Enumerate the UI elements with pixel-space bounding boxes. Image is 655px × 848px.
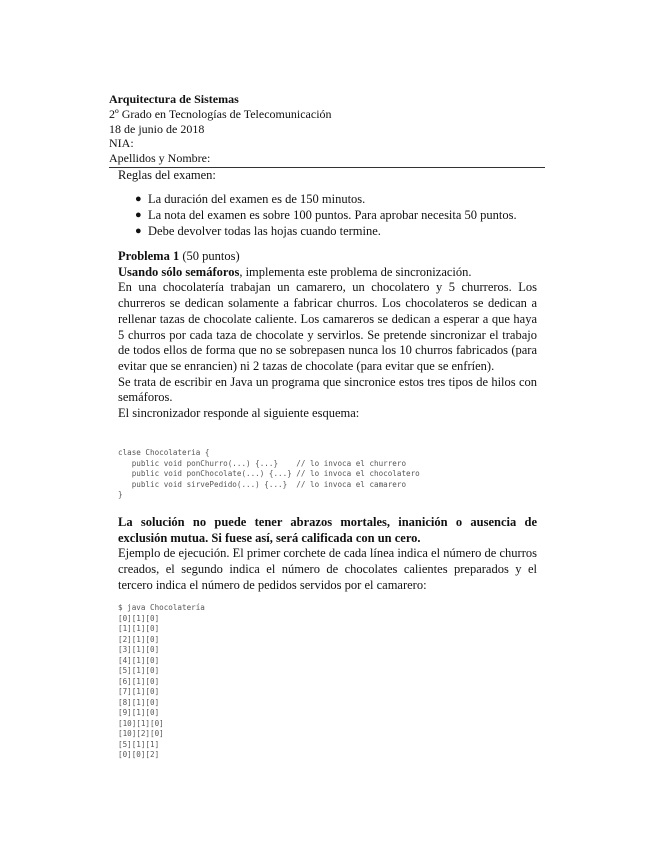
exam-header <box>109 92 545 168</box>
nia-label: NIA: <box>109 136 134 151</box>
problem-label: Problema 1 <box>118 249 180 263</box>
bullet-icon: ● <box>135 225 142 237</box>
rules-title: Reglas del examen: <box>118 168 216 182</box>
degree-line: 2º Grado en Tecnologías de Telecomunicación <box>109 106 332 121</box>
warning-text: La solución no puede tener abrazos mortales, inanición o ausencia de exclusión mutua. Si fuese así, será calificada con un cero. <box>118 515 537 545</box>
list-item: ● Debe devolver todas las hojas cuando termine. <box>135 224 381 238</box>
rules-list <box>118 191 548 239</box>
example-description: Ejemplo de ejecución. El primer corchete de cada línea indica el número de churros creados, el segundo indica el número de chocolates calientes preparados y el tercero indica el número de pedidos servidos por el camarero: <box>118 546 537 592</box>
problem-body-2 <box>118 515 537 594</box>
problem-statement: En una chocolatería trabajan un camarero, un chocolatero y 5 churreros. Los churreros se dedican solamente a fabricar churros. Los chocolateros se dedican a rellenar tazas de chocolate caliente. Los camareros se dedican a esperar a que haya 5 churros por cada taza de chocolate y servirlos. Se pretende sincronizar el trabajo de todos ellos de forma que no se sobrepasen nunca los 10 churros fabricados (para evitar que se enrancien) ni 2 tazas de chocolate (para evitar que se enfríen). <box>118 280 537 373</box>
task-description: Se trata de escribir en Java un programa que sincronice estos tres tipos de hilos con semáforos. <box>118 374 537 405</box>
problem-body <box>118 249 537 422</box>
class-code-block: clase Chocolateria { public void ponChurro(...) {...} // lo invoca el churrero public void ponChocolate(...) {...} // lo invoca el chocolatero public void sirvePedido(...) {...} // lo invoca el camarero } <box>118 448 420 499</box>
course-title: Arquitectura de Sistemas <box>109 92 239 106</box>
problem-heading <box>118 249 537 265</box>
problem-points: (50 puntos) <box>182 249 240 263</box>
semaphore-instruction: Usando sólo semáforos, implementa este problema de sincronización. <box>118 264 472 279</box>
execution-output-block: $ java Chocolatería [0][1][0] [1][1][0] [2][1][0] [3][1][0] [4][1][0] [5][1][0] [6][1][0] [7][1][0] [8][1][0] [9][1][0] [10][1][0] [10][2][0] [5][1][1] [0][0][2] <box>118 603 205 759</box>
scheme-intro: El sincronizador responde al siguiente esquema: <box>118 406 360 421</box>
bullet-icon: ● <box>135 209 142 221</box>
name-label: Apellidos y Nombre: <box>109 151 211 166</box>
list-item: ● La duración del examen es de 150 minutos. <box>135 192 366 206</box>
exam-date: 18 de junio de 2018 <box>109 121 205 136</box>
list-item: ● La nota del examen es sobre 100 puntos. Para aprobar necesita 50 puntos. <box>135 208 517 222</box>
bullet-icon: ● <box>135 193 142 205</box>
